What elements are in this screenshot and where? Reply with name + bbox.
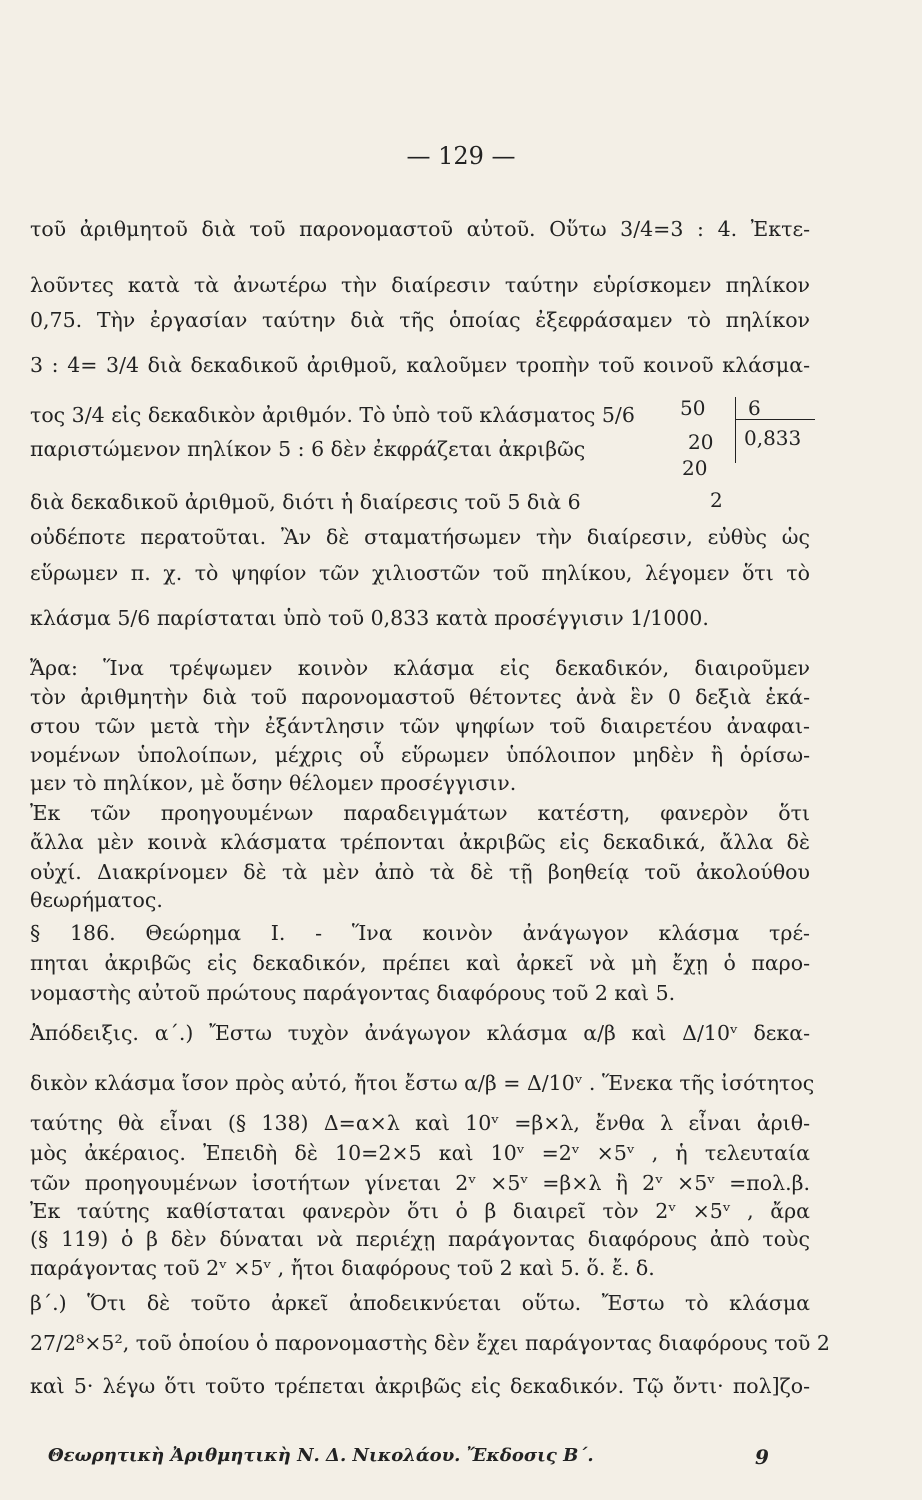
text-line: θεωρήματος. (30, 888, 163, 912)
text-line: μὸς ἀκέραιος. Ἐπειδὴ δὲ 10=2×5 καὶ 10ᵛ =2ᵛ ×5ᵛ , ἡ τελευταία (30, 1141, 810, 1165)
text-line: μεν τὸ πηλίκον, μὲ ὅσην θέλομεν προσέγγισιν. (30, 771, 517, 795)
text-line: ἄλλα μὲν κοινὰ κλάσματα τρέπονται ἀκριβῶς εἰς δεκαδικά, ἄλλα δὲ (30, 830, 810, 854)
division-remainder: 2 (710, 488, 723, 512)
text-line: 27/2⁸×5², τοῦ ὁποίου ὁ παρονομαστὴς δὲν ἔχει παράγοντας διαφόρους τοῦ 2 (30, 1331, 830, 1355)
division-dividend: 50 (680, 396, 706, 420)
footer-signature-mark: 9 (755, 1445, 769, 1469)
division-quotient: 0,833 (744, 426, 802, 450)
division-vertical-rule (735, 397, 736, 463)
text-line: Ἐκ ταύτης καθίσταται φανερὸν ὅτι ὁ β διαιρεῖ τὸν 2ᵛ ×5ᵛ , ἄρα (30, 1199, 810, 1223)
division-remainder: 20 (688, 430, 714, 454)
text-line: καὶ 5· λέγω ὅτι τοῦτο τρέπεται ἀκριβῶς εἰς δεκαδικόν. Τῷ ὄντι· πολ]ζο- (30, 1374, 810, 1398)
text-line: νομένων ὑπολοίπων, μέχρις οὗ εὕρωμεν ὑπόλοιπον μηδὲν ἢ ὁρίσω- (30, 743, 810, 767)
text-line: στου τῶν μετὰ τὴν ἐξάντλησιν τῶν ψηφίων τοῦ διαιρετέου ἀναφαι- (30, 714, 810, 738)
text-line: β΄.) Ὅτι δὲ τοῦτο ἀρκεῖ ἀποδεικνύεται οὕτω. Ἔστω τὸ κλάσμα (30, 1291, 810, 1315)
division-divisor: 6 (748, 396, 761, 420)
text-line: νομαστὴς αὐτοῦ πρώτους παράγοντας διαφόρους τοῦ 2 καὶ 5. (30, 981, 676, 1005)
text-line: διὰ δεκαδικοῦ ἀριθμοῦ, διότι ἡ διαίρεσις τοῦ 5 διὰ 6 (30, 490, 581, 514)
text-line: τὸν ἀριθμητὴν διὰ τοῦ παρονομαστοῦ θέτοντες ἀνὰ ἓν 0 δεξιὰ ἑκά- (30, 685, 810, 709)
division-remainder: 20 (682, 456, 708, 480)
text-line: οὐδέποτε περατοῦται. Ἂν δὲ σταματήσωμεν τὴν διαίρεσιν, εὐθὺς ὡς (30, 525, 810, 549)
text-line: ταύτης θὰ εἶναι (§ 138) Δ=α×λ καὶ 10ᵛ =β×λ, ἔνθα λ εἶναι ἀριθ- (30, 1111, 810, 1135)
text-line: παριστώμενον πηλίκον 5 : 6 δὲν ἐκφράζεται ἀκριβῶς (30, 437, 586, 461)
text-line: λοῦντες κατὰ τὰ ἀνωτέρω τὴν διαίρεσιν ταύτην εὑρίσκομεν πηλίκον (30, 273, 810, 297)
text-line: τοῦ ἀριθμητοῦ διὰ τοῦ παρονομαστοῦ αὐτοῦ. Οὕτω 3/4=3 : 4. Ἐκτε- (30, 217, 810, 241)
text-line: παράγοντας τοῦ 2ᵛ ×5ᵛ , ἤτοι διαφόρους τοῦ 2 καὶ 5. ὅ. ἔ. δ. (30, 1256, 655, 1280)
section-heading: § 186. Θεώρημα Ι. - Ἵνα κοινὸν ἀνάγωγον κλάσμα τρέ- (30, 921, 810, 945)
division-horizontal-rule (735, 419, 815, 420)
text-line: Ἄρα: Ἵνα τρέψωμεν κοινὸν κλάσμα εἰς δεκαδικόν, διαιροῦμεν (30, 656, 810, 680)
text-line: (§ 119) ὁ β δὲν δύναται νὰ περιέχῃ παράγοντας διαφόρους ἀπὸ τοὺς (30, 1227, 810, 1251)
text-line: δικὸν κλάσμα ἴσον πρὸς αὐτό, ἤτοι ἔστω α/β = Δ/10ᵛ . Ἕνεκα τῆς ἰσότητος (30, 1071, 815, 1095)
text-line: τος 3/4 εἰς δεκαδικὸν ἀριθμόν. Τὸ ὑπὸ τοῦ κλάσματος 5/6 (30, 403, 635, 427)
page-number: — 129 — (406, 142, 516, 170)
text-line: πηται ἀκριβῶς εἰς δεκαδικόν, πρέπει καὶ ἀρκεῖ νὰ μὴ ἔχῃ ὁ παρο- (30, 951, 810, 975)
text-line: Ἀπόδειξις. α΄.) Ἔστω τυχὸν ἀνάγωγον κλάσμα α/β καὶ Δ/10ᵛ δεκα- (30, 1021, 810, 1045)
text-line: 3 : 4= 3/4 διὰ δεκαδικοῦ ἀριθμοῦ, καλοῦμεν τροπὴν τοῦ κοινοῦ κλάσμα- (30, 353, 810, 377)
footer-book-title: Θεωρητικὴ Ἀριθμητικὴ Ν. Δ. Νικολάου. Ἔκδοσις Β΄. (48, 1445, 594, 1466)
long-division (680, 395, 820, 515)
text-line: εὕρωμεν π. χ. τὸ ψηφίον τῶν χιλιοστῶν τοῦ πηλίκου, λέγομεν ὅτι τὸ (30, 561, 810, 585)
text-line: 0,75. Τὴν ἐργασίαν ταύτην διὰ τῆς ὁποίας ἐξεφράσαμεν τὸ πηλίκον (30, 308, 810, 332)
text-line: οὐχί. Διακρίνομεν δὲ τὰ μὲν ἀπὸ τὰ δὲ τῇ βοηθείᾳ τοῦ ἀκολούθου (30, 860, 810, 884)
text-line: κλάσμα 5/6 παρίσταται ὑπὸ τοῦ 0,833 κατὰ προσέγγισιν 1/1000. (30, 606, 709, 630)
text-line: Ἐκ τῶν προηγουμένων παραδειγμάτων κατέστη, φανερὸν ὅτι (30, 801, 810, 825)
text-line: τῶν προηγουμένων ἰσοτήτων γίνεται 2ᵛ ×5ᵛ =β×λ ἢ 2ᵛ ×5ᵛ =πολ.β. (30, 1171, 810, 1195)
